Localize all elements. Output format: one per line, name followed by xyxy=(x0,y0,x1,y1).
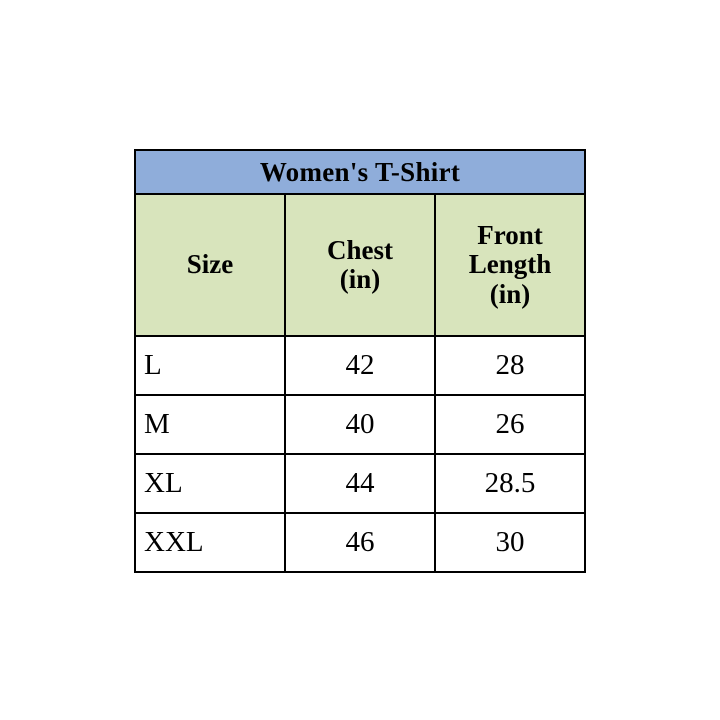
cell-chest: 44 xyxy=(285,454,435,513)
cell-front-length: 28.5 xyxy=(435,454,585,513)
cell-size: M xyxy=(135,395,285,454)
cell-chest: 46 xyxy=(285,513,435,572)
cell-front-length: 28 xyxy=(435,336,585,395)
page-title: Women's T-Shirt xyxy=(135,150,585,194)
size-chart-container xyxy=(134,149,586,573)
cell-size: L xyxy=(135,336,285,395)
column-header-chest-line1: Chest xyxy=(327,234,393,265)
table-row xyxy=(135,513,585,572)
cell-chest: 40 xyxy=(285,395,435,454)
table-row xyxy=(135,395,585,454)
column-header-size xyxy=(135,194,285,336)
size-chart-table xyxy=(134,149,586,573)
column-header-front-length-line1: Front xyxy=(477,220,543,251)
cell-size: XXL xyxy=(135,513,285,572)
cell-front-length: 26 xyxy=(435,395,585,454)
table-header-row xyxy=(135,194,585,336)
table-row xyxy=(135,454,585,513)
column-header-front-length xyxy=(435,194,585,336)
cell-front-length: 30 xyxy=(435,513,585,572)
table-title-row xyxy=(135,150,585,194)
cell-size: XL xyxy=(135,454,285,513)
column-header-size-line1: Size xyxy=(186,249,234,280)
cell-chest: 42 xyxy=(285,336,435,395)
column-header-chest-line2: (in) xyxy=(339,264,381,294)
column-header-chest xyxy=(285,194,435,336)
column-header-front-length-line3: (in) xyxy=(489,278,531,309)
column-header-front-length-line2: Length xyxy=(468,249,552,280)
table-row xyxy=(135,336,585,395)
